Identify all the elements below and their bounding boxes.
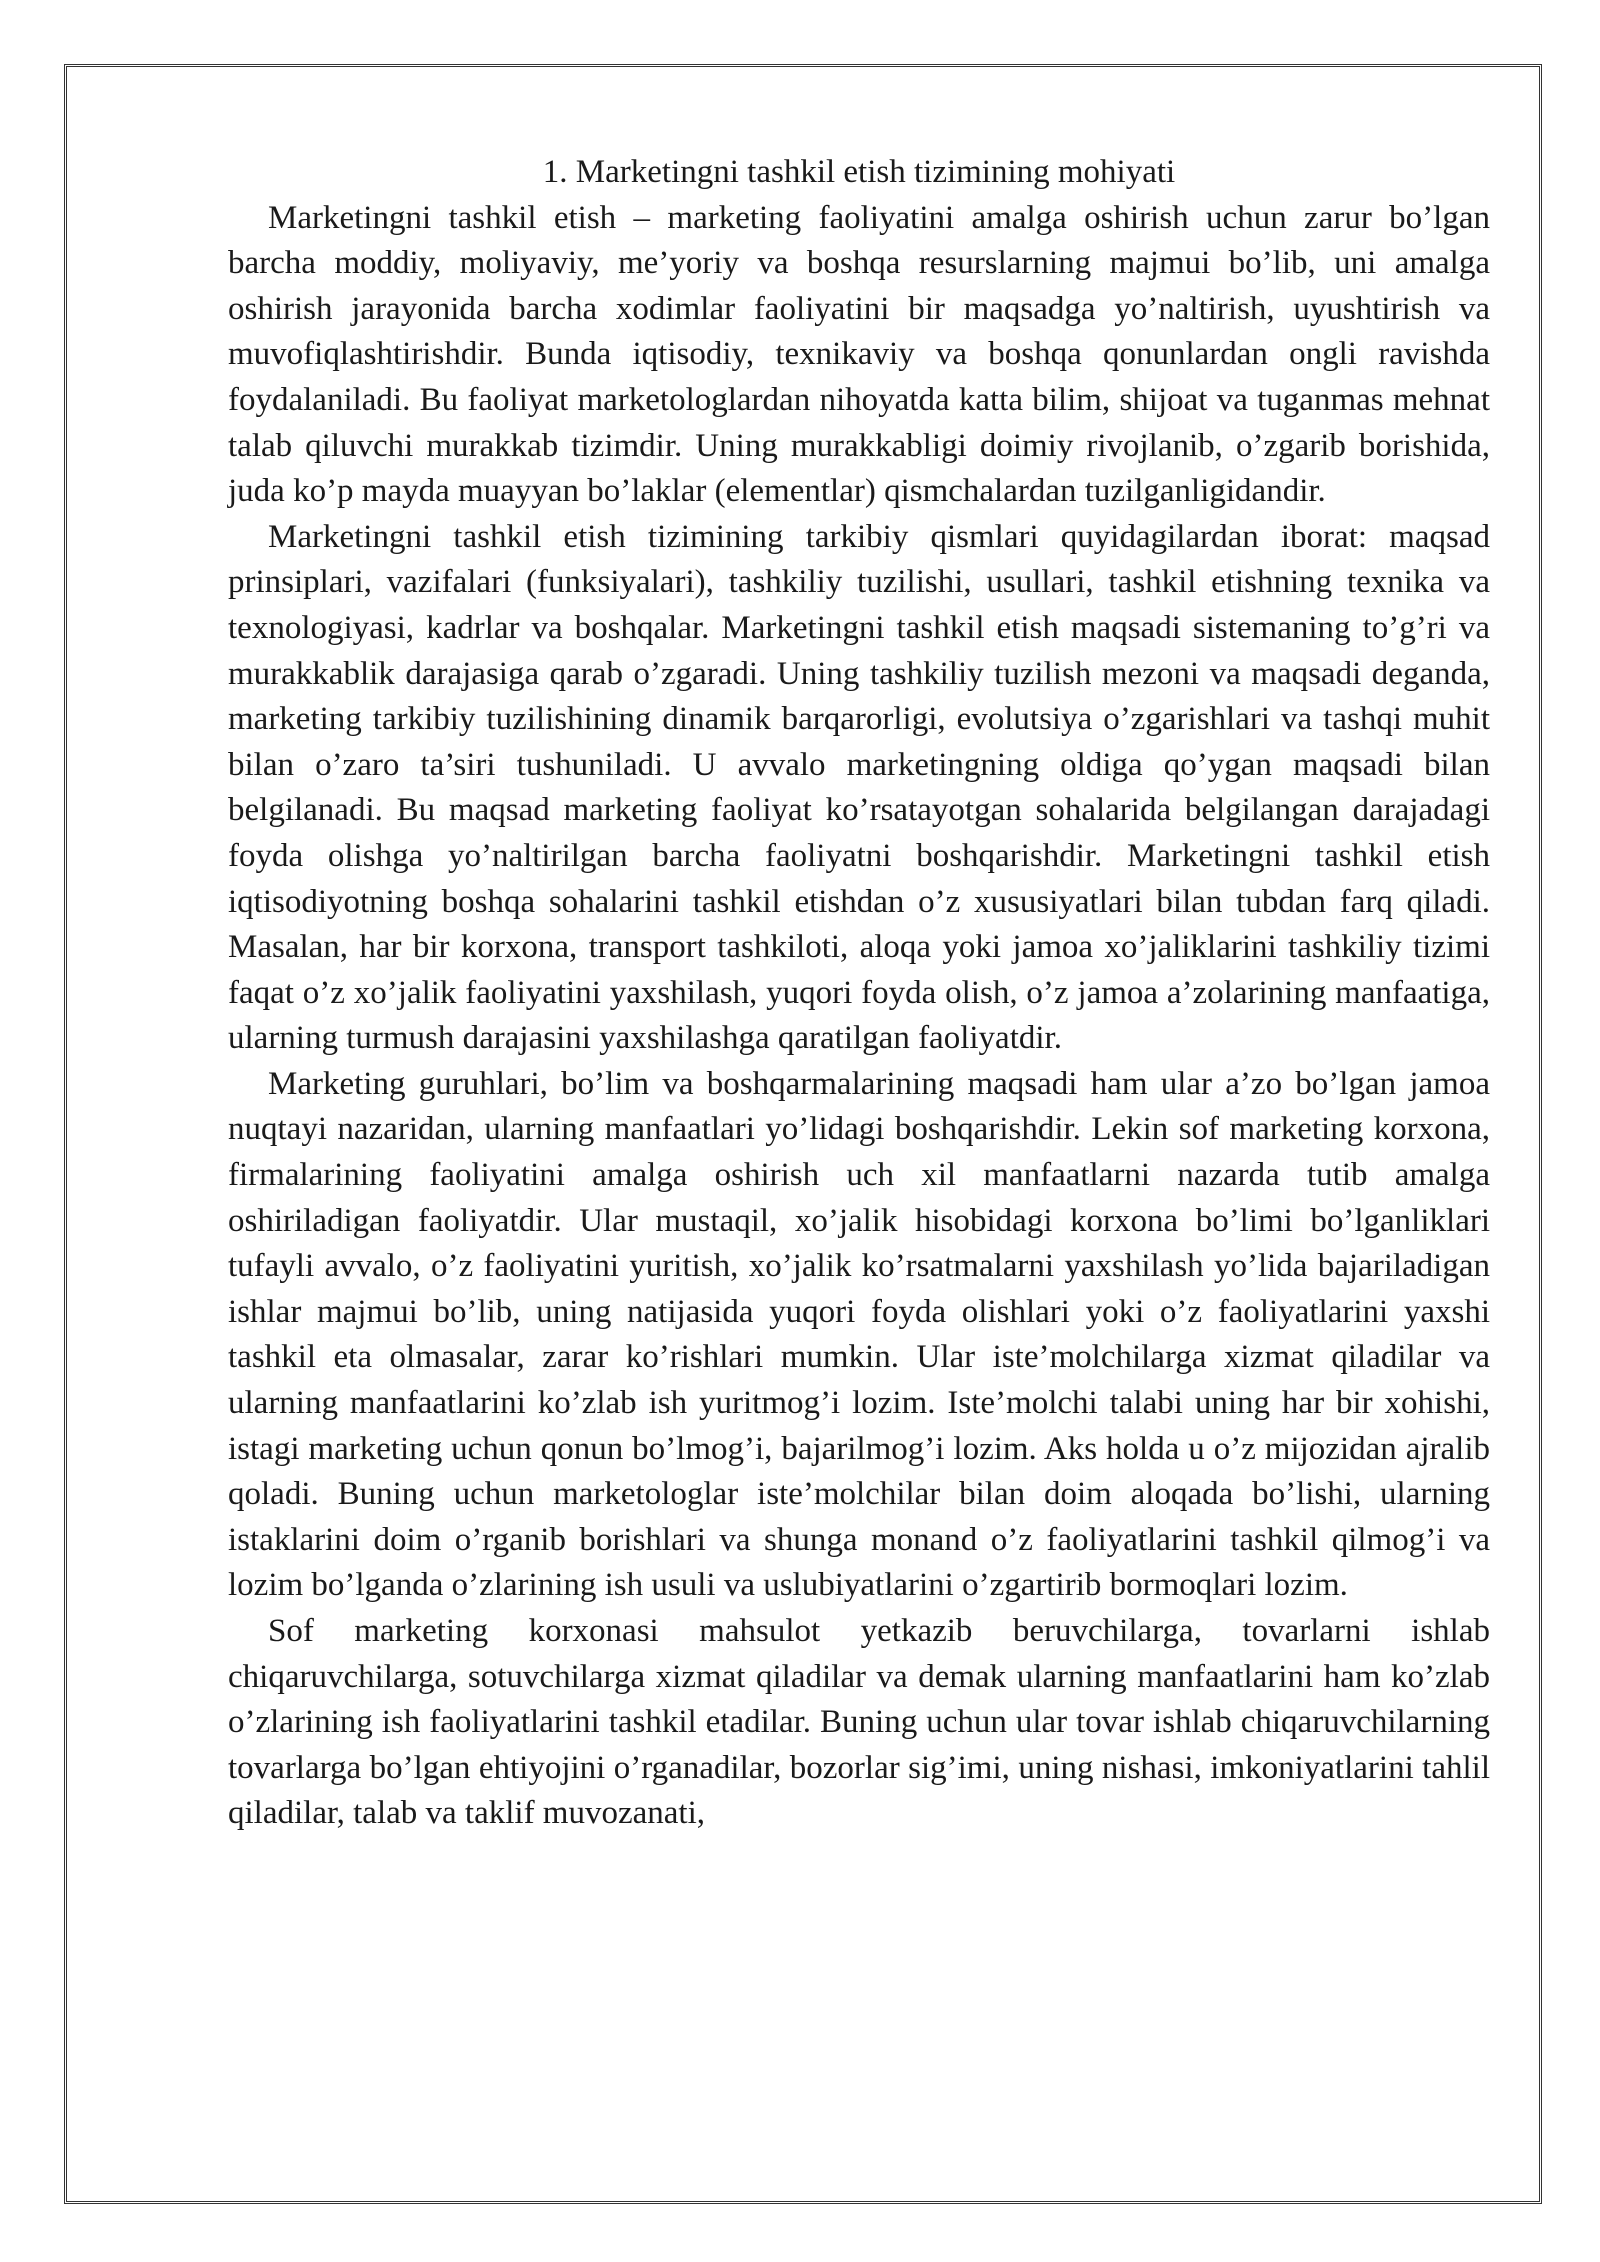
paragraph-1: Marketingni tashkil etish – marketing faoliyatini amalga oshirish uchun zarur bo’lgan barcha moddiy, moliyaviy, me’yoriy va boshqa resurslarning majmui bo’lib, uni amalga oshirish jarayonida barcha xodimlar faoliyatini bir maqsadga yo’naltirish, uyushtirish va muvofiqlashtirishdir. Bunda iqtisodiy, texnikaviy va boshqa qonunlardan ongli ravishda foydalaniladi. Bu faoliyat marketologlardan nihoyatda katta bilim, shijoat va tuganmas mehnat talab qiluvchi murakkab tizimdir. Uning murakkabligi doimiy rivojlanib, o’zgarib borishida, juda ko’p mayda muayyan bo’laklar (elementlar) qismchalardan tuzilganligidandir. bbox=[228, 199, 1490, 510]
document-body bbox=[228, 150, 1490, 1837]
paragraph-3: Marketing guruhlari, bo’lim va boshqarmalarining maqsadi ham ular a’zo bo’lgan jamoa nuqtayi nazaridan, ularning manfaatlari yo’lidagi boshqarishdir. Lekin sof marketing korxona, firmalarining faoliyatini amalga oshirish uch xil manfaatlarni nazarda tutib amalga oshiriladigan faoliyatdir. Ular mustaqil, xo’jalik hisobidagi korxona bo’limi bo’lganliklari tufayli avvalo, o’z faoliyatini yuritish, xo’jalik ko’rsatmalarni yaxshilash yo’lida bajariladigan ishlar majmui bo’lib, uning natijasida yuqori foyda olishlari yoki o’z faoliyatlarini yaxshi tashkil eta olmasalar, zarar ko’rishlari mumkin. Ular iste’molchilarga xizmat qiladilar va ularning manfaatlarini ko’zlab ish yuritmog’i lozim. Iste’molchi talabi uning har bir xohishi, istagi marketing uchun qonun bo’lmog’i, bajarilmog’i lozim. Aks holda u o’z mijozidan ajralib qoladi. Buning uchun marketologlar iste’molchilar bilan doim aloqada bo’lishi, ularning istaklarini doim o’rganib borishlari va shunga monand o’z faoliyatlarini tashkil qilmog’i va lozim bo’lganda o’zlarining ish usuli va uslubiyatlarini o’zgartirib bormoqlari lozim. bbox=[228, 1065, 1490, 1604]
section-heading: 1. Marketingni tashkil etish tizimining mohiyati bbox=[542, 154, 1176, 190]
paragraph-2: Marketingni tashkil etish tizimining tarkibiy qismlari quyidagilardan iborat: maqsad prinsiplari, vazifalari (funksiyalari), tashkiliy tuzilishi, usullari, tashkil etishning texnika va texnologiyasi, kadrlar va boshqalar. Marketingni tashkil etish maqsadi sistemaning to’g’ri va murakkablik darajasiga qarab o’zgaradi. Uning tashkiliy tuzilish mezoni va maqsadi deganda, marketing tarkibiy tuzilishining dinamik barqarorligi, evolutsiya o’zgarishlari va tashqi muhit bilan o’zaro ta’siri tushuniladi. U avvalo marketingning oldiga qo’ygan maqsadi bilan belgilanadi. Bu maqsad marketing faoliyat ko’rsatayotgan sohalarida belgilangan darajadagi foyda olishga yo’naltirilgan barcha faoliyatni boshqarishdir. Marketingni tashkil etish iqtisodiyotning boshqa sohalarini tashkil etishdan o’z xususiyatlari bilan tubdan farq qiladi. Masalan, har bir korxona, transport tashkiloti, aloqa yoki jamoa xo’jaliklarini tashkiliy tizimi faqat o’z xo’jalik faoliyatini yaxshilash, yuqori foyda olish, o’z jamoa a’zolarining manfaatiga, ularning turmush darajasini yaxshilashga qaratilgan faoliyatdir. bbox=[228, 518, 1490, 1057]
paragraph-4: Sof marketing korxonasi mahsulot yetkazib beruvchilarga, tovarlarni ishlab chiqaruvchilarga, sotuvchilarga xizmat qiladilar va demak ularning manfaatlarini ham ko’zlab o’zlarining ish faoliyatlarini tashkil etadilar. Buning uchun ular tovar ishlab chiqaruvchilarning tovarlarga bo’lgan ehtiyojini o’rganadilar, bozorlar sig’imi, uning nishasi, imkoniyatlarini tahlil qiladilar, talab va taklif muvozanati, bbox=[228, 1613, 1490, 1832]
